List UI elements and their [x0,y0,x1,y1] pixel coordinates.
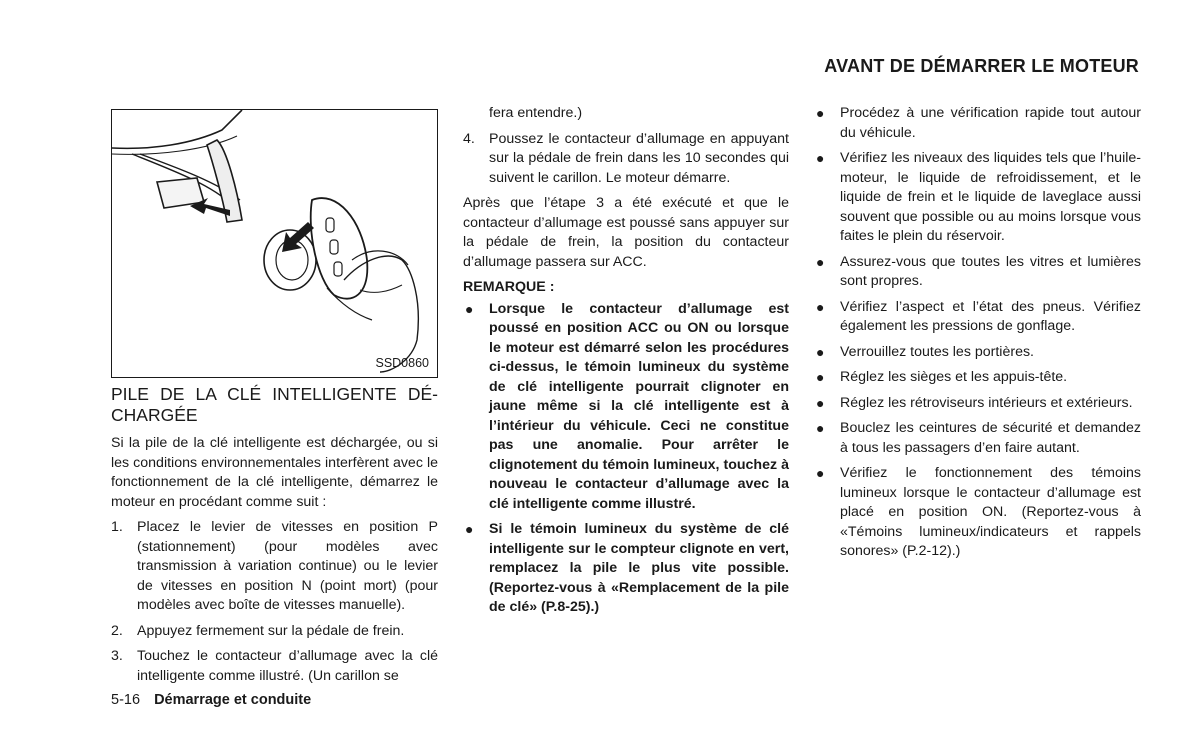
footer-section-title: Démarrage et conduite [154,692,312,708]
left-column [111,384,438,692]
remark-text: Si le témoin lumineux du système de clé intelligente sur le compteur clignote en vert, remplacez la pile le plus vite possible. (Reportez-vous à «Remplacement de la pile de clé» (P.8-25).) [489,521,789,615]
step-number: 4. [463,130,475,147]
remark-label: REMARQUE : [463,279,555,295]
bullet-dot: ● [816,465,825,481]
remark-item [463,520,789,618]
step-number: 2. [111,622,123,639]
step-item [111,518,438,616]
step-text: Poussez le contacteur d’allumage en appuyant sur la pédale de frein dans les 10 secondes qui suivent le carillon. Le moteur démarre. [489,130,789,186]
steps-list [111,518,438,686]
page-number: 5-16 [111,692,141,708]
checklist-item [814,253,1141,292]
checklist-item [814,368,1141,388]
checklist-text: Vérifiez les niveaux des liquides tels que l’huile-moteur, le liquide de refroidissement, et le liquide de frein et le liquide de laveglace aussi souvent que possible ou au moins lorsque vous faites le plein du réservoir. [840,150,1141,244]
bullet-dot: ● [465,300,474,317]
checklist [814,104,1141,562]
step-text: Touchez le contacteur d’allumage avec la clé intelligente comme illustré. (Un carillon se [137,648,438,684]
middle-column [463,104,789,624]
checklist-item [814,464,1141,562]
acc-paragraph: Après que l’étape 3 a été exécuté et que le contacteur d’allumage est poussé sans appuyer sur la pédale de frein, la position du contacteur d’allumage passera sur ACC. [463,195,789,270]
right-column [814,104,1141,568]
bullet-dot: ● [816,343,825,360]
checklist-item [814,298,1141,337]
remark-list [463,300,789,618]
bullet-dot: ● [816,420,825,436]
step-number: 1. [111,519,123,535]
step-item [111,647,438,686]
remark-text: Lorsque le contacteur d’allumage est poussé en position ACC ou ON ou lorsque le moteur est démarré selon les procédures ci-dessus, le témoin lumineux du système de clé intelligente pourrait clignoter en jaune même si la clé intelligente est à l’intérieur du véhicule. Ceci ne constitue pas une anomalie. Pour arrêter le clignotement du témoin lumineux, touchez à nouveau le contacteur d’allumage avec la clé intelligente comme illustré. [489,300,789,512]
checklist-item [814,419,1141,458]
step-text: Placez le levier de vitesses en position P (stationnement) (pour modèles avec transmission à variation continue) ou le levier de vitesses en position N (point mort) (pour modèles avec boîte de vitesses manuelle). [137,519,438,613]
checklist-text: Vérifiez l’aspect et l’état des pneus. Vérifiez également les pressions de gonflage. [840,298,1141,334]
checklist-text: Réglez les sièges et les appuis-tête. [840,369,1068,385]
section-title: PILE DE LA CLÉ INTELLIGENTE DÉ-CHARGÉE [111,384,438,425]
checklist-text: Verrouillez toutes les portières. [840,343,1034,360]
checklist-text: Vérifiez le fonctionnement des témoins lumineux lorsque le contacteur d’allumage est placé en position ON. (Reportez-vous à «Témoins lumineux/indicateurs et rappels sonores» (P.2-12).) [840,465,1141,559]
checklist-text: Procédez à une vérification rapide tout autour du véhicule. [840,105,1141,141]
step-item [463,130,789,189]
remark-item [463,300,789,515]
checklist-item [814,149,1141,247]
checklist-text: Réglez les rétroviseurs intérieurs et extérieurs. [840,394,1133,411]
bullet-dot: ● [816,394,825,411]
bullet-dot: ● [816,105,825,121]
key-illustration [111,109,438,378]
step-item [111,622,438,642]
figure-code: SSD0860 [375,356,429,370]
checklist-text: Assurez-vous que toutes les vitres et lumières sont propres. [840,253,1141,289]
ignition-key-drawing [112,110,436,376]
step-continuation: fera entendre.) [489,105,583,121]
checklist-item [814,394,1141,414]
checklist-item [814,343,1141,363]
bullet-dot: ● [816,253,825,270]
checklist-item [814,104,1141,143]
page-footer [111,692,311,708]
step-text: Appuyez fermement sur la pédale de frein. [137,622,405,639]
bullet-dot: ● [816,298,825,315]
bullet-dot: ● [816,369,825,385]
page-header-title: AVANT DE DÉMARRER LE MOTEUR [824,56,1139,76]
checklist-text: Bouclez les ceintures de sécurité et demandez à tous les passagers d’en faire autant. [840,420,1141,456]
step-number: 3. [111,648,123,664]
bullet-dot: ● [465,521,474,537]
bullet-dot: ● [816,150,825,166]
intro-paragraph: Si la pile de la clé intelligente est déchargée, ou si les conditions environnementales interfèrent avec le fonctionnement de la clé intelligente, démarrez le moteur en procédant comme suit : [111,435,438,510]
